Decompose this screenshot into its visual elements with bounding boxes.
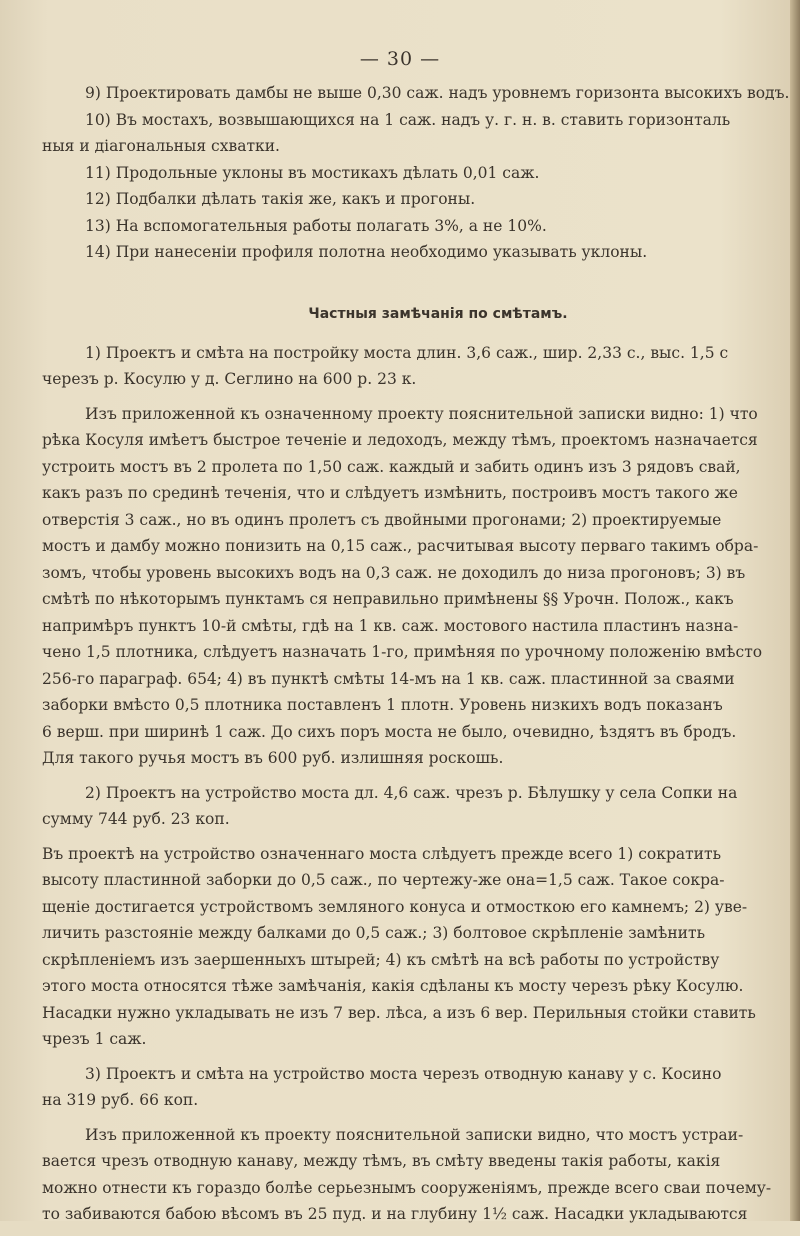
body-line: какъ разъ по срединѣ теченія, что и слѣдуетъ измѣнить, построивъ мостъ такого же (42, 484, 738, 502)
item-3-heading (42, 1061, 794, 1114)
body-line: скрѣпленіемъ изъ заершенныхъ штырей; 4) къ смѣтѣ на всѣ работы по устройству (42, 950, 720, 969)
rule-10-line-1: 10) Въ мостахъ, возвышающихся на 1 саж. надъ у. г. н. в. ставить горизонталь (85, 110, 731, 129)
body-line: 256-го параграф. 654; 4) въ пунктѣ смѣты 14-мъ на 1 кв. саж. пластинной за сваями (42, 669, 735, 688)
rule-12: 12) Подбалки дѣлать такія же, какъ и прогоны. (85, 190, 476, 208)
item-3-body (42, 1122, 794, 1228)
rule-9: 9) Проектировать дамбы не выше 0,30 саж. надъ уровнемъ горизонта высокихъ водъ. (85, 84, 790, 102)
rule-10-line-2: ныя и діагональныя схватки. (42, 137, 280, 155)
body-line: 6 верш. при ширинѣ 1 саж. До сихъ поръ моста не было, очевидно, ѣздятъ въ бродъ. (42, 722, 737, 741)
item-2-heading (42, 780, 794, 833)
body-line: мостъ и дамбу можно понизить на 0,15 саж., расчитывая высоту перваго такимъ обра- (42, 537, 759, 555)
body-line: Для такого ручья мостъ въ 600 руб. излишняя роскошь. (42, 749, 504, 767)
item-1-heading (42, 340, 794, 393)
body-line: можно отнести къ гораздо болѣе серьезнымъ сооруженіямъ, прежде всего сваи почему- (42, 1178, 772, 1197)
heading-line: 2) Проектъ на устройство моста дл. 4,6 саж. чрезъ р. Бѣлушку у села Сопки на (85, 783, 738, 802)
body-line: напримѣръ пунктъ 10-й смѣты, гдѣ на 1 кв. саж. мостового настила пластинъ назна- (42, 616, 739, 635)
body-line: чено 1,5 плотника, слѣдуетъ назначать 1-го, примѣняя по урочному положенію вмѣсто (42, 643, 763, 661)
item-2-body (42, 841, 794, 1053)
body-line: чрезъ 1 саж. (42, 1030, 147, 1048)
body-line: высоту пластинной заборки до 0,5 саж., по чертежу-же она=1,5 саж. Такое сокра- (42, 871, 725, 889)
rule-13: 13) На вспомогательныя работы полагать 3%, а не 10%. (85, 216, 547, 235)
rule-11: 11) Продольные уклоны въ мостикахъ дѣлать 0,01 саж. (85, 163, 540, 182)
body-line: Изъ приложенной къ проекту пояснительной записки видно, что мостъ устраи- (85, 1125, 744, 1144)
body-line: вается чрезъ отводную канаву, между тѣмъ, въ смѣту введены такія работы, какія (42, 1152, 721, 1170)
body-line: рѣка Косуля имѣетъ быстрое теченіе и ледоходъ, между тѣмъ, проектомъ назначается (42, 431, 758, 449)
body-line: Изъ приложенной къ означенному проекту пояснительной записки видно: 1) что (85, 404, 758, 423)
body-line: устроить мостъ въ 2 пролета по 1,50 саж. каждый и забить одинъ изъ 3 рядовъ свай, (42, 457, 741, 476)
body-line: смѣтѣ по нѣкоторымъ пунктамъ ся неправильно примѣнены §§ Урочн. Полож., какъ (42, 590, 734, 608)
heading-line: 3) Проектъ и смѣта на устройство моста черезъ отводную канаву у с. Косино (85, 1064, 722, 1083)
page-number: — 30 — (359, 48, 441, 70)
body-line: Насадки нужно укладывать не изъ 7 вер. лѣса, а изъ 6 вер. Перильныя стойки ставить (42, 1003, 756, 1022)
body-line: заборки вмѣсто 0,5 плотника поставленъ 1 плотн. Уровень низкихъ водъ показанъ (42, 696, 723, 714)
heading-line: на 319 руб. 66 коп. (42, 1091, 199, 1109)
body-line: этого моста относятся тѣже замѣчанія, какія сдѣланы къ мосту черезъ рѣку Косулю. (42, 977, 744, 995)
section-title: Частныя замѣчанія по смѣтамъ. (308, 305, 568, 322)
page-content (42, 80, 794, 1236)
heading-line: сумму 744 руб. 23 коп. (42, 810, 230, 828)
rule-14: 14) При нанесеніи профиля полотна необходимо указывать уклоны. (85, 243, 648, 261)
body-line: личить разстояніе между балками до 0,5 саж.; 3) болтовое скрѣпленіе замѣнить (42, 924, 706, 942)
item-1-body (42, 401, 794, 772)
body-line: то забиваются бабою вѣсомъ въ 25 пуд. и на глубину 1½ саж. Насадки укладываются (42, 1205, 748, 1223)
body-line: отверстія 3 саж., но въ одинъ пролетъ съ двойными прогонами; 2) проектируемые (42, 510, 722, 529)
heading-line: черезъ р. Косулю у д. Сеглино на 600 р. 23 к. (42, 370, 417, 388)
body-line: зомъ, чтобы уровень высокихъ водъ на 0,3 саж. не доходилъ до низа прогоновъ; 3) въ (42, 563, 746, 582)
body-line: щеніе достигается устройствомъ земляного конуса и отмосткою его камнемъ; 2) уве- (42, 897, 748, 916)
body-line: Въ проектѣ на устройство означеннаго моста слѣдуетъ прежде всего 1) сократить (42, 844, 722, 863)
heading-line: 1) Проектъ и смѣта на постройку моста длин. 3,6 саж., шир. 2,33 с., выс. 1,5 с (85, 343, 729, 362)
